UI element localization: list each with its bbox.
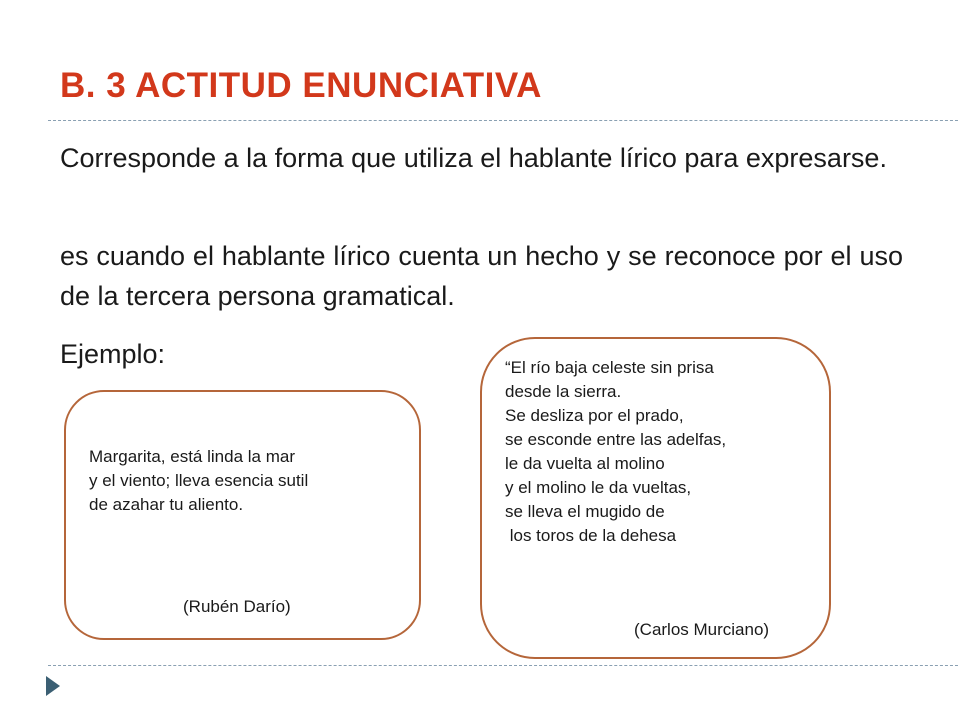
poem-line: se esconde entre las adelfas, (505, 430, 727, 449)
example-label: Ejemplo: (60, 339, 166, 369)
title-divider (48, 120, 960, 121)
definition-paragraph: Corresponde a la forma que utiliza el hablante lírico para expresarse. (60, 143, 887, 173)
footer-divider (48, 665, 960, 666)
poem-author-murciano: (Carlos Murciano) (634, 620, 770, 639)
poem-line: y el molino le da vueltas, (505, 478, 692, 497)
poem-line: se lleva el mugido de (505, 502, 665, 521)
poem-murciano (505, 356, 726, 548)
poem-line: los toros de la dehesa (505, 526, 677, 545)
poem-line: Margarita, está linda la mar (89, 447, 295, 466)
example-box-murciano (480, 337, 831, 659)
poem-author-dario: (Rubén Darío) (183, 597, 291, 616)
slide-title: B. 3 ACTITUD ENUNCIATIVA (60, 66, 542, 105)
poem-dario (89, 445, 308, 517)
poem-line: desde la sierra. (505, 382, 622, 401)
example-box-dario (64, 390, 421, 640)
triangle-bullet-icon (45, 675, 61, 697)
explanation-paragraph: es cuando el hablante lírico cuenta un hecho y se reconoce por el uso de la tercera persona gramatical. (60, 241, 903, 311)
poem-line: y el viento; lleva esencia sutil (89, 471, 309, 490)
poem-line: de azahar tu aliento. (89, 495, 244, 514)
poem-line: “El río baja celeste sin prisa (505, 358, 714, 377)
poem-line: le da vuelta al molino (505, 454, 665, 473)
poem-line: Se desliza por el prado, (505, 406, 684, 425)
